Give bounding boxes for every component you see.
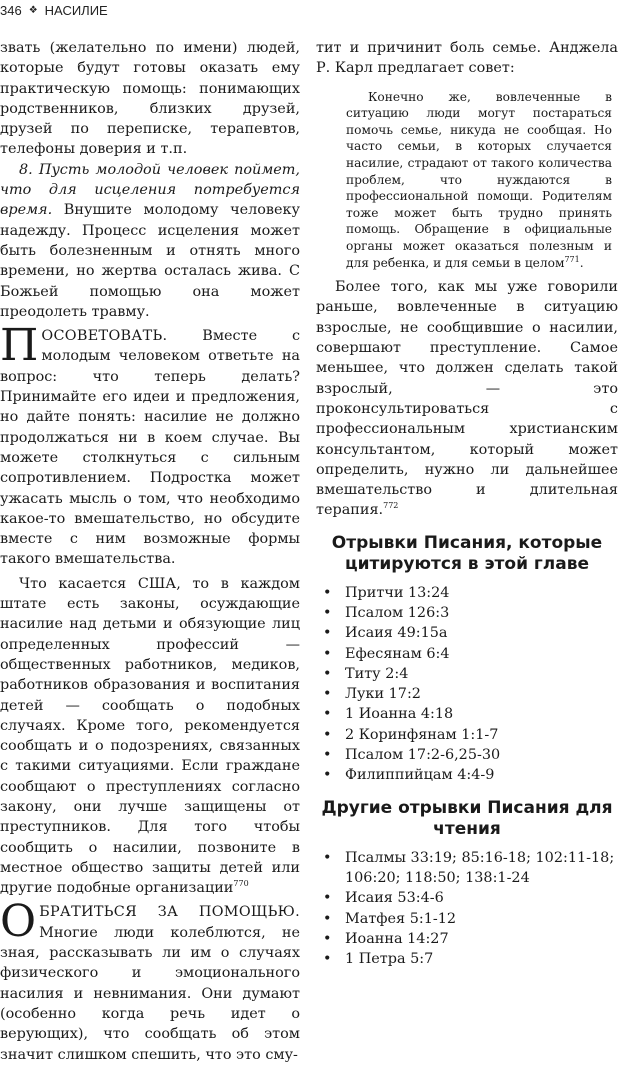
list-item: • Исаия 53:4-6 bbox=[321, 888, 618, 908]
quote-text: Конечно же, вовлеченные в ситуацию люди могут постараться помочь семье, никуда не сообщая. Но часто семьи, в которых случается насилие, страдают от такого количества проблем, что нуждаются в профессиональной помощи. Родителям тоже может быть трудно принять помощь. Обращение в официальные органы может оказаться полезным и для ребенка, и для семьи в целом bbox=[346, 89, 612, 270]
paragraph bbox=[316, 277, 618, 521]
paragraph-text: Внушите молодому человеку надежду. Процесс исцеления может быть болезненным и отнять много времени, но жертва осталась жива. С Божьей помощью она может преодолеть травму. bbox=[0, 202, 300, 320]
list-item: • Луки 17:2 bbox=[321, 684, 618, 704]
list-item: • Иоанна 14:27 bbox=[321, 929, 618, 949]
list-item: • 2 Коринфянам 1:1-7 bbox=[321, 725, 618, 745]
left-column bbox=[0, 38, 300, 1065]
paragraph-text: Что касается США, то в каждом штате есть законы, осуждающие насилие над детьми и обязующие лиц определенных профессий — общественных работников, медиков, работников образования и воспитания детей — сообщать о подобных случаях. Кроме того, рекомендуется сообщать и о подозрениях, связанных с такими ситуациями. Если граждане сообщают о преступлениях согласно закону, они лучше защищены от преступников. Для того чтобы сообщить о насилии, позвоните в местное общество защиты детей или другие подобные организации bbox=[0, 575, 300, 897]
list-item: • Филиппийцам 4:4-9 bbox=[321, 765, 618, 785]
cited-scripture-list bbox=[316, 583, 618, 786]
page-number: 346 bbox=[0, 2, 22, 18]
running-header bbox=[0, 0, 108, 20]
other-scripture-list bbox=[316, 848, 618, 970]
paragraph: звать (желательно по имени) людей, которые будут готовы оказать ему практическую помощь: понимающих родственников, близких друзей, друзей по переписке, терапевтов, телефоны доверия и т.п. bbox=[0, 40, 300, 158]
section-advise bbox=[0, 320, 300, 570]
list-item: • Ефесянам 6:4 bbox=[321, 644, 618, 664]
list-item: • Титу 2:4 bbox=[321, 664, 618, 684]
list-item: • 1 Петра 5:7 bbox=[321, 949, 618, 969]
section-text: Вместе с молодым человеком ответьте на вопрос: что теперь делать? Принимайте его идеи и предложения, но дайте понять: насилие не должно продолжаться ни в коем случае. Вы можете столкнуться с сильным сопротивлением. Подростка может ужасать мысль о том, что необходимо какое-то вмешательство, но обсудите вместе с ним возможные формы такого вмешательства. bbox=[0, 328, 300, 568]
section-heading: БРАТИТЬСЯ ЗА ПОМОЩЬЮ. bbox=[39, 904, 300, 921]
footnote-ref: 772 bbox=[383, 501, 399, 511]
paragraph-text: Более того, как мы уже говорили раньше, вовлеченные в ситуацию взрослые, не сообщившие о насилии, совершают преступление. Самое меньшее, что должен сделать такой взрослый, — это проконсультироваться с профессиональным христианским консультантом, который может определить, нужно ли дальнейшее вмешательство и длительная терапия. bbox=[316, 279, 618, 519]
cited-scripture-heading: Отрывки Писания, которые цитируются в этой главе bbox=[331, 532, 603, 574]
section-heading: ОСОВЕТОВАТЬ. bbox=[41, 328, 168, 345]
list-item: • Исаия 49:15а bbox=[321, 623, 618, 643]
section-seek-help bbox=[0, 896, 300, 1064]
list-item: • Псалом 17:2-6,25-30 bbox=[321, 745, 618, 765]
list-item: • Притчи 13:24 bbox=[321, 583, 618, 603]
footnote-ref: 771 bbox=[564, 254, 580, 264]
separator-ornament-icon: ❖ bbox=[28, 4, 38, 16]
numbered-point: 8. Пусть молодой человек поймет, что для исцеления потребуется время. bbox=[0, 161, 300, 219]
drop-cap: П bbox=[0, 320, 39, 372]
other-scripture-heading: Другие отрывки Писания для чтения bbox=[321, 797, 613, 839]
drop-cap: О bbox=[0, 896, 37, 948]
paragraph bbox=[0, 574, 300, 899]
list-item: • Матфея 5:1-12 bbox=[321, 909, 618, 929]
list-item: • Псалом 126:3 bbox=[321, 603, 618, 623]
block-quote: Конечно же, вовлеченные в ситуацию люди могут постараться помочь семье, никуда не сообщая. Но часто семьи, в которых случается насилие, страдают от такого количества проблем, что нуждаются в профессиональной помощи. Родителям тоже может быть трудно принять помощь. Обращение в официальные органы может оказаться полезным и для ребенка, и для семьи в целом$^{771}$. bbox=[346, 89, 612, 270]
footnote-ref: 770 bbox=[233, 879, 249, 889]
chapter-title: НАСИЛИЕ bbox=[44, 2, 108, 18]
paragraph bbox=[0, 160, 300, 322]
paragraph: тит и причинит боль семье. Анджела Р. Карл предлагает совет: bbox=[316, 40, 618, 77]
list-item: • Псалмы 33:19; 85:16-18; 102:11-18; 106:20; 118:50; 138:1-24 bbox=[321, 848, 618, 889]
section-text: Многие люди колеблются, не зная, рассказывать ли им о случаях физического и эмоционального насилия и невнимания. Они думают (особенно когда речь идет о верующих), что сообщать об этом значит слишком спешить, что это сму- bbox=[0, 924, 300, 1063]
list-item: • 1 Иоанна 4:18 bbox=[321, 704, 618, 724]
right-column bbox=[316, 38, 618, 969]
